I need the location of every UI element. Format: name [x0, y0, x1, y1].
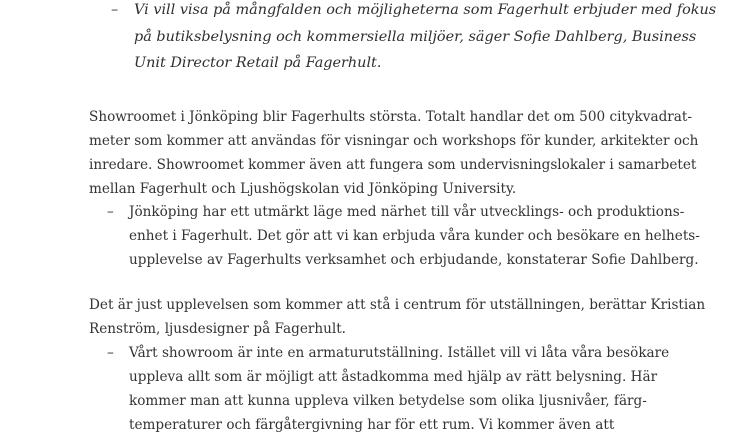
bullet-line: Jönköping har ett utmärkt läge med närhet till vår utvecklings- och produktions-	[129, 204, 685, 220]
bullet-showroom	[107, 341, 670, 437]
bullet-line: temperaturer och färgåtergivning har för ett rum. Vi kommer även att	[129, 417, 615, 433]
paragraph-line: Showroomet i Jönköping blir Fagerhults största. Totalt handlar det om 500 citykvadrat-	[89, 109, 692, 125]
paragraph-line: Renström, ljusdesigner på Fagerhult.	[89, 321, 346, 337]
bullet-line: enhet i Fagerhult. Det gör att vi kan erbjuda våra kunder och besökare en helhets-	[129, 228, 700, 244]
paragraph-line: Det är just upplevelsen som kommer att stå i centrum för utställningen, berättar Kristian	[89, 297, 706, 313]
bullet-jonkoping	[107, 200, 700, 272]
paragraph-line: meter som kommer att användas för visningar och workshops för kunder, arkitekter och	[89, 133, 699, 149]
bullet-text	[129, 200, 700, 272]
quote-line: Unit Director Retail på Fagerhult.	[134, 55, 382, 71]
paragraph-line: inredare. Showroomet kommer även att fungera som undervisningslokaler i samarbetet	[89, 157, 697, 173]
paragraph-line: mellan Fagerhult och Ljushögskolan vid Jönköping University.	[89, 181, 517, 197]
quote-line: Vi vill visa på mångfalden och möjligheterna som Fagerhult erbjuder med fokus	[134, 2, 717, 18]
bullet-dash: –	[107, 345, 114, 361]
paragraph-showroom	[89, 105, 699, 201]
bullet-dash: –	[107, 204, 114, 220]
bullet-line: uppleva allt som är möjligt att åstadkomma med hjälp av rätt belysning. Här	[129, 369, 658, 385]
paragraph-experience	[89, 293, 706, 341]
bullet-line: kommer man att kunna uppleva vilken betydelse som olika ljusnivåer, färg-	[129, 393, 647, 409]
quote-dash: –	[111, 2, 119, 18]
bullet-line: upplevelse av Fagerhults verksamhet och erbjudande, konstaterar Sofie Dahlberg.	[129, 252, 699, 268]
bullet-line: Vårt showroom är inte en armaturutställning. Istället vill vi låta våra besökare	[129, 345, 670, 361]
quote-text	[134, 0, 717, 77]
quote-block	[111, 0, 717, 77]
quote-line: på butiksbelysning och kommersiella miljöer, säger Sofie Dahlberg, Business	[134, 28, 697, 45]
bullet-text	[129, 341, 670, 437]
